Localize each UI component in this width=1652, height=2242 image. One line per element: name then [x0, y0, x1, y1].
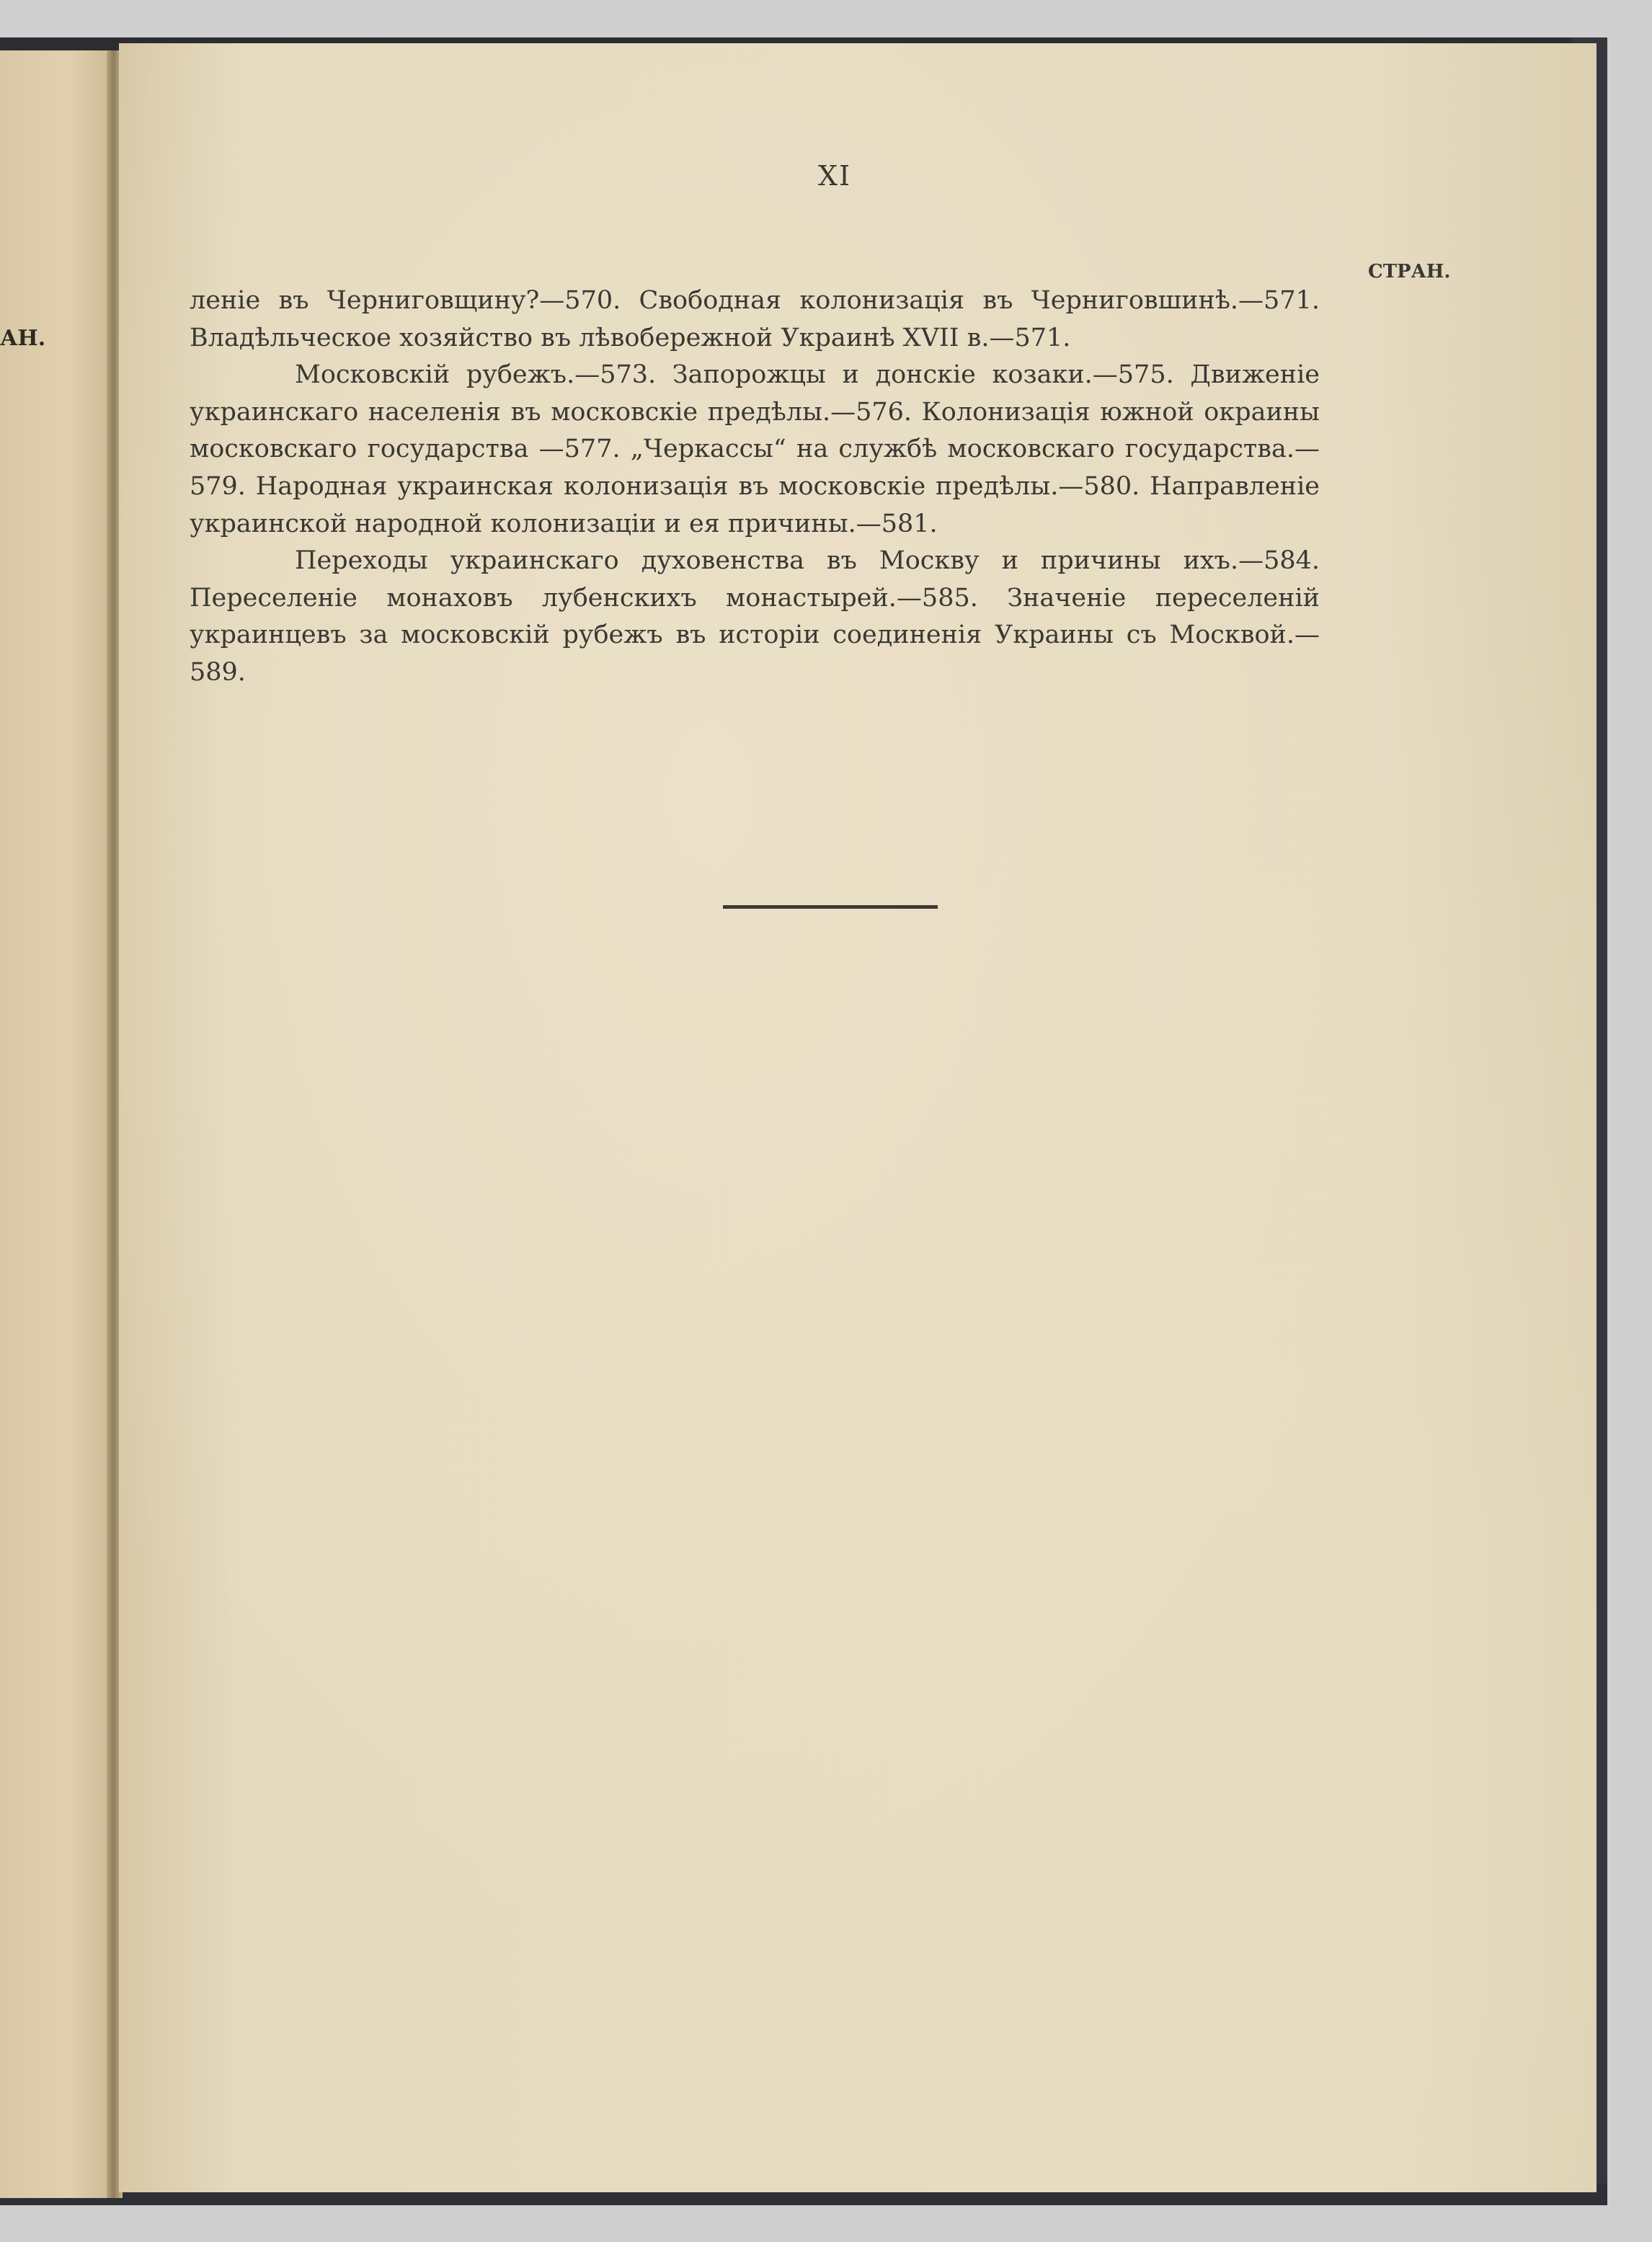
section-divider — [723, 905, 938, 909]
paragraph-continuation: леніе въ Черниговщину?—570. Свободная колонизація въ Черниговшинѣ.—571. Владѣльческое хозяйство въ лѣвобережной Украинѣ XVII в.—571. — [190, 286, 1320, 352]
text-block — [190, 283, 1320, 692]
paragraph-clergy-migration: Переходы украинскаго духовенства въ Москву и причины ихъ.—584. Переселеніе монаховъ лубенскихъ монастырей.—585. Значеніе переселеній украинцевъ за московскій рубежъ въ исторіи соединенія Украины съ Москвой.—589. — [190, 546, 1320, 687]
left-facing-page — [0, 50, 115, 2198]
column-label: СТРАН. — [1368, 261, 1451, 283]
paragraph-moscow-border: Московскій рубежъ.—573. Запорожцы и донскіе козаки.—575. Движеніе украинскаго населенія въ московскіе предѣлы.—576. Колонизація южной окраины московскаго государства —577. „Черкассы“ на службѣ московскаго государства.—579. Народная украинская колонизація въ московскіе предѣлы.—580. Направленіе украинской народной колонизаціи и ея причины.—581. — [190, 360, 1320, 538]
left-page-fragment: АН. — [0, 326, 46, 351]
page-number: XI — [818, 160, 852, 192]
